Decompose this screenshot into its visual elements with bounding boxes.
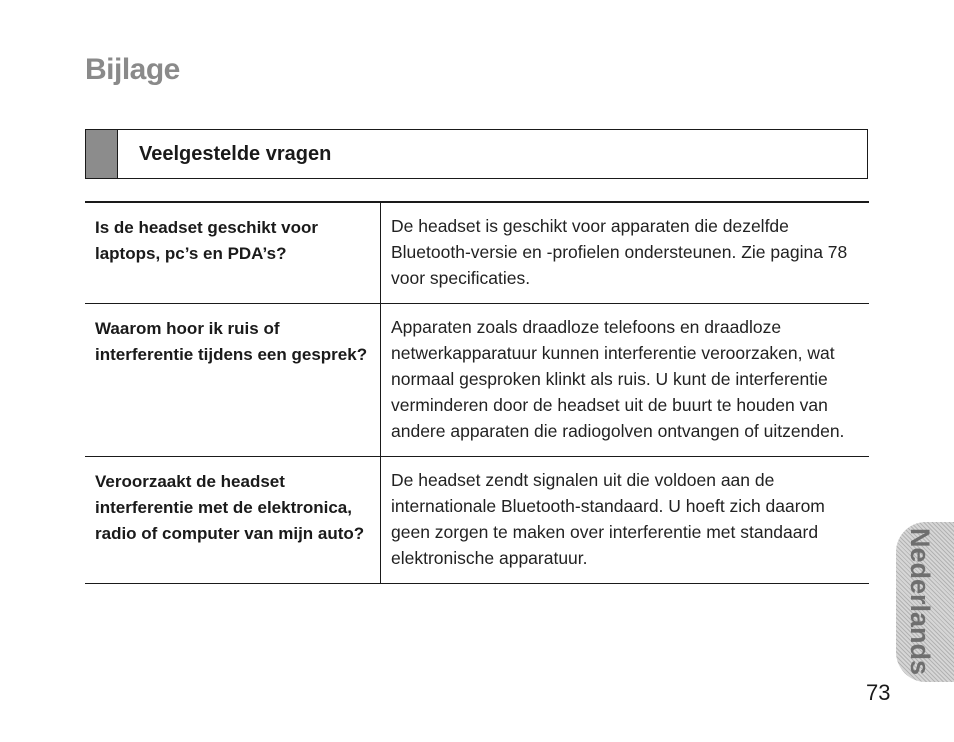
faq-answer: De headset zendt signalen uit die voldoen aan de internationale Bluetooth-standaard. U hoeft zich daarom geen zorgen te maken over interferentie met standaard elektronische apparatuur. <box>381 457 870 584</box>
section-header <box>85 129 868 179</box>
faq-question: Veroorzaakt de headset interferentie met de elektronica, radio of computer van mijn auto? <box>85 457 381 584</box>
section-title: Veelgestelde vragen <box>139 142 332 165</box>
faq-table <box>85 201 869 584</box>
section-header-accent <box>86 130 118 178</box>
page-title: Bijlage <box>85 53 180 86</box>
faq-question: Waarom hoor ik ruis of interferentie tijdens een gesprek? <box>85 304 381 457</box>
table-row <box>85 304 869 457</box>
faq-question: Is de headset geschikt voor laptops, pc’s en PDA’s? <box>85 202 381 304</box>
page-number: 73 <box>866 680 891 705</box>
faq-answer: Apparaten zoals draadloze telefoons en draadloze netwerkapparatuur kunnen interferentie veroorzaken, wat normaal gesproken klinkt als ruis. U kunt de interferentie verminderen door de headset uit de buurt te houden van andere apparaten die radiogolven ontvangen of uitzenden. <box>381 304 870 457</box>
table-row <box>85 202 869 304</box>
table-row <box>85 457 869 584</box>
faq-answer: De headset is geschikt voor apparaten die dezelfde Bluetooth-versie en -profielen ondersteunen. Zie pagina 78 voor specificaties. <box>381 202 870 304</box>
language-tab-label: Nederlands <box>905 528 935 676</box>
language-side-tab <box>896 522 954 682</box>
